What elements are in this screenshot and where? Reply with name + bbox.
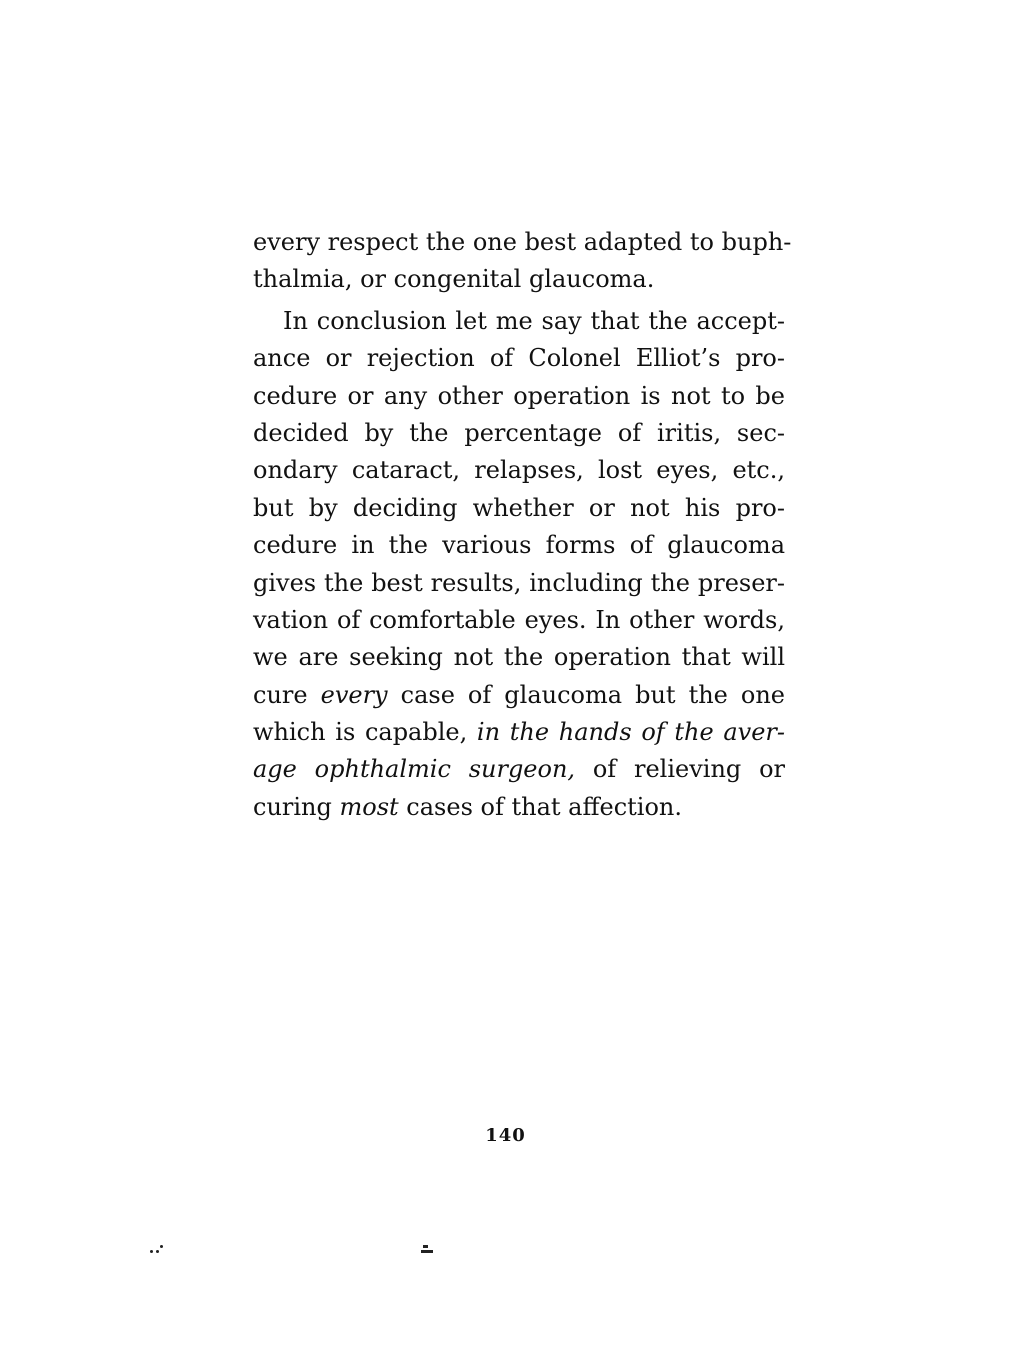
- italic-emphasis: most: [339, 792, 399, 821]
- italic-emphasis: in the hands of the aver-: [476, 718, 785, 747]
- text-line: ondary cataract, relapses, lost eyes, etc.,: [253, 456, 785, 485]
- text-line: vation of comfortable eyes. In other words,: [253, 605, 785, 634]
- text-line: ance or rejection of Colonel Elliot’s pro-: [253, 344, 785, 373]
- text-line: [253, 714, 785, 751]
- scan-speck: [150, 1244, 164, 1254]
- text-line: cedure in the various forms of glaucoma: [253, 531, 785, 560]
- text-line: [253, 789, 785, 826]
- text-line: [253, 677, 785, 714]
- paragraph-1: [253, 224, 792, 299]
- text-run: cases of that affection.: [398, 792, 683, 821]
- scan-speck: [420, 1244, 434, 1254]
- text-line: decided by the percentage of iritis, sec-: [253, 418, 785, 447]
- text-run: which is capable,: [253, 718, 477, 747]
- paragraph-2: [253, 303, 785, 826]
- text-run: case of glaucoma but the one: [387, 680, 786, 709]
- text-run: of relieving or: [575, 755, 785, 784]
- text-line: every respect the one best adapted to buph-: [253, 228, 792, 256]
- text-line: [253, 751, 785, 788]
- text-line: In conclusion let me say that the accept-: [283, 306, 785, 335]
- text-line: but by deciding whether or not his pro-: [253, 493, 785, 522]
- text-line: we are seeking not the operation that will: [253, 643, 785, 672]
- text-run: cure: [253, 680, 321, 709]
- italic-emphasis: age ophthalmic surgeon,: [253, 755, 576, 784]
- page-number: 140: [485, 1125, 526, 1146]
- text-run: curing: [253, 792, 340, 821]
- text-line: cedure or any other operation is not to be: [253, 381, 785, 410]
- italic-emphasis: every: [320, 680, 388, 709]
- body-text: [253, 224, 792, 826]
- text-line: thalmia, or congenital glaucoma.: [253, 265, 655, 294]
- text-line: gives the best results, including the preser-: [253, 568, 785, 597]
